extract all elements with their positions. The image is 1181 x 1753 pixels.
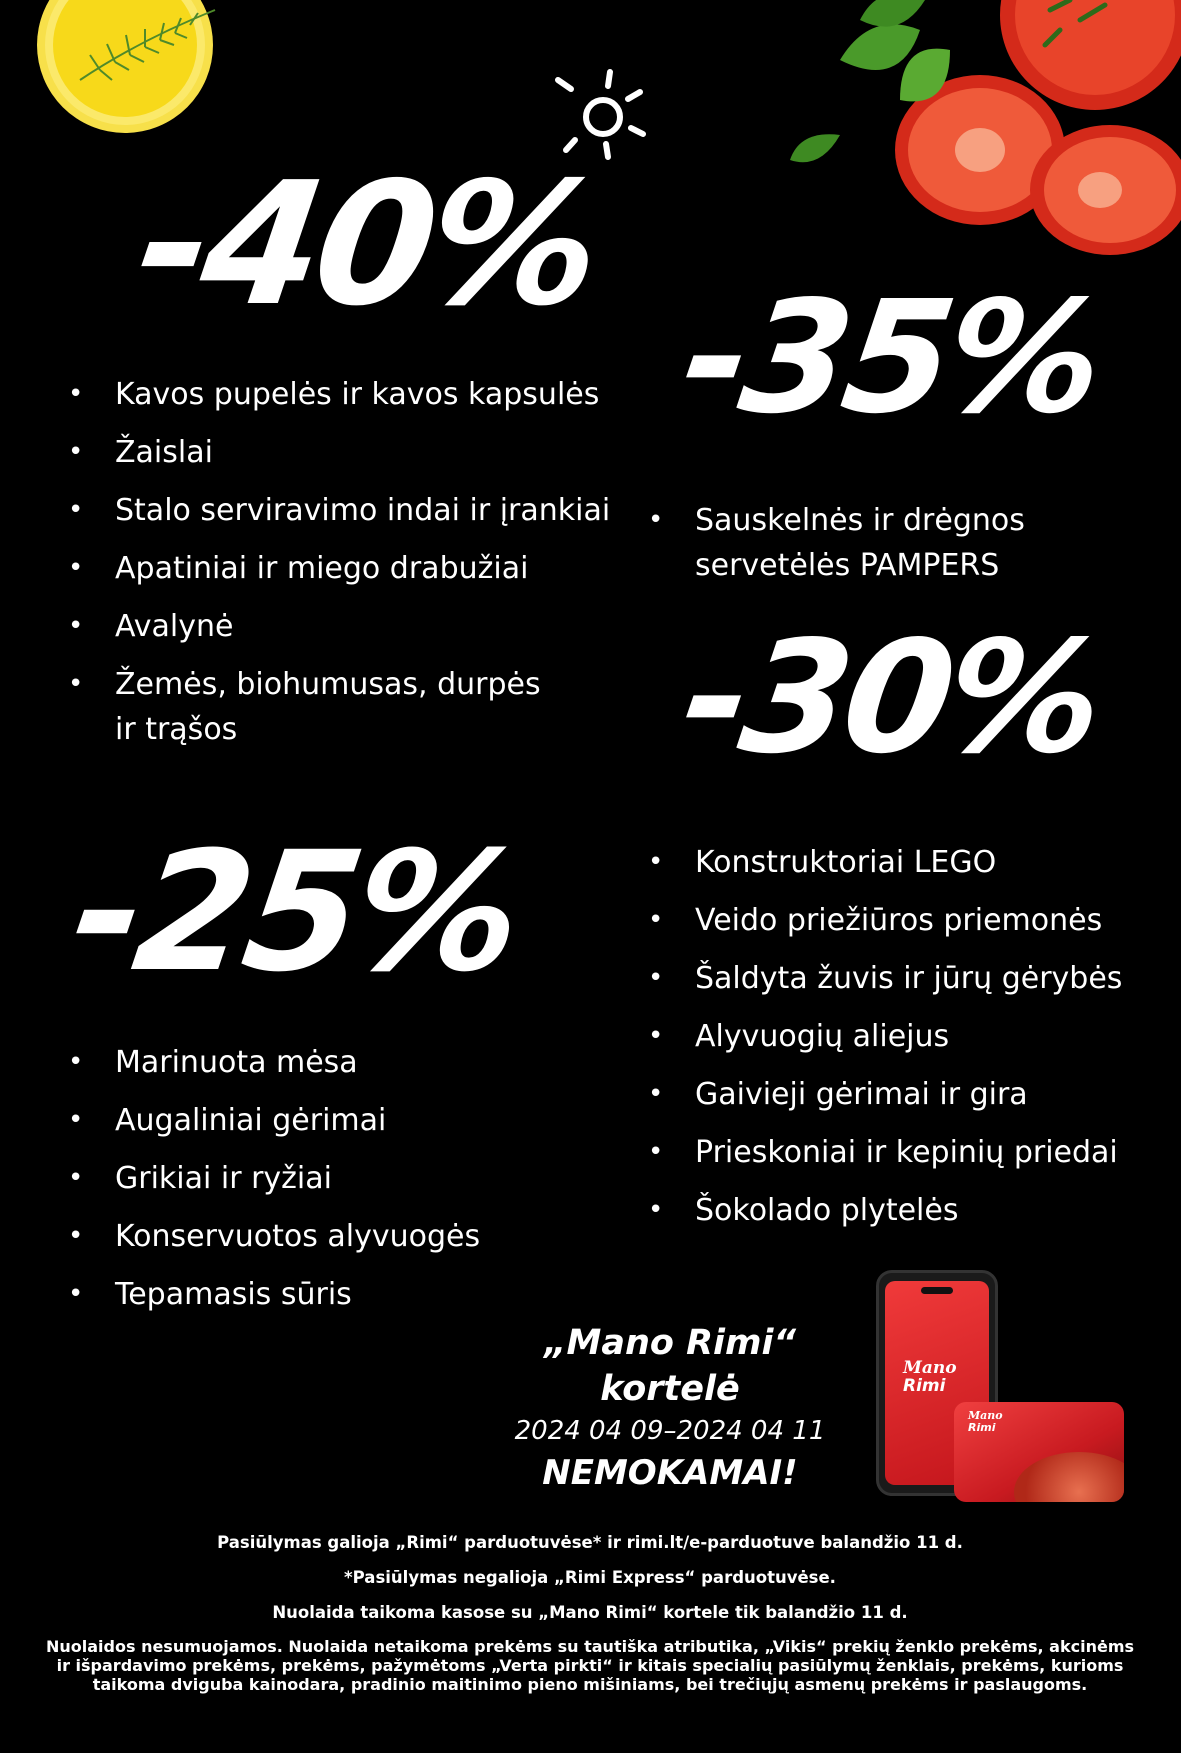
discount-40-list: [68, 372, 628, 765]
list-item: • Šaldyta žuvis ir jūrų gėrybės: [648, 956, 1168, 1001]
list-item: • Veido priežiūros priemonės: [648, 898, 1168, 943]
list-item: • Avalynė: [68, 604, 628, 649]
card-promo-free: NEMOKAMAI!: [542, 1453, 798, 1493]
list-item: • Prieskoniai ir kepinių priedai: [648, 1130, 1168, 1175]
list-item: • Šokolado plytelės: [648, 1188, 1168, 1233]
discount-30-label: -30%: [672, 607, 1110, 788]
disclaimer: [40, 1532, 1140, 1694]
discount-25-label: -25%: [61, 816, 528, 1008]
list-item: • Žaislai: [68, 430, 628, 475]
list-item: • Tepamasis sūris: [68, 1272, 588, 1317]
list-item: • Sauskelnės ir drėgnos servetėlės PAMPERS: [648, 498, 1068, 588]
loyalty-card-illustration: [954, 1402, 1124, 1502]
list-item: • Kavos pupelės ir kavos kapsulės: [68, 372, 628, 417]
discount-35-list: [648, 498, 1068, 601]
list-item: • Konservuotos alyvuogės: [68, 1214, 588, 1259]
card-promo-dates: 2024 04 09–2024 04 11: [514, 1416, 826, 1446]
list-item: • Grikiai ir ryžiai: [68, 1156, 588, 1201]
list-item: • Augaliniai gėrimai: [68, 1098, 588, 1143]
discount-35-label: -35%: [672, 267, 1110, 448]
disclaimer-line: Pasiūlymas galioja „Rimi“ parduotuvėse* ir rimi.lt/e-parduotuve balandžio 11 d.: [217, 1533, 963, 1552]
discount-25-list: [68, 1040, 588, 1330]
list-item: • Konstruktoriai LEGO: [648, 840, 1168, 885]
disclaimer-line: Nuolaidos nesumuojamos. Nuolaida netaikoma prekėms su tautiška atributika, „Vikis“ prekių ženklo prekėms, akcinėms ir išpardavimo prekėms, prekėms, pažymėtoms „Verta pirkti“ ir kitais specialių pasiūlymų ženklais, prekėms, kurioms taikoma dviguba kainodara, pradinio maitinimo pieno mišiniams, bei trečiųjų asmenų prekėms ir paslaugoms.: [45, 1637, 1135, 1694]
discount-30-list: [648, 840, 1168, 1246]
phone-logo: Mano Rimi: [903, 1358, 957, 1396]
tomato-basil-decoration: [750, 0, 1181, 260]
list-item: • Žemės, biohumusas, durpės ir trąšos: [68, 662, 555, 752]
disclaimer-line: Nuolaida taikoma kasose su „Mano Rimi“ kortele tik balandžio 11 d.: [272, 1603, 908, 1622]
lemon-dill-decoration: [30, 0, 230, 145]
list-item: • Alyvuogių aliejus: [648, 1014, 1168, 1059]
list-item: • Apatiniai ir miego drabužiai: [68, 546, 628, 591]
card-logo: Mano Rimi: [968, 1409, 1003, 1434]
list-item: • Gaivieji gėrimai ir gira: [648, 1072, 1168, 1117]
disclaimer-line: *Pasiūlymas negalioja „Rimi Express“ parduotuvėse.: [344, 1568, 836, 1587]
list-item: • Stalo serviravimo indai ir įrankiai: [68, 488, 628, 533]
card-promo-title: „Mano Rimi“ kortelė: [543, 1323, 797, 1409]
card-promo: [470, 1320, 870, 1496]
list-item: • Marinuota mėsa: [68, 1040, 588, 1085]
discount-40-label: -40%: [126, 146, 608, 344]
